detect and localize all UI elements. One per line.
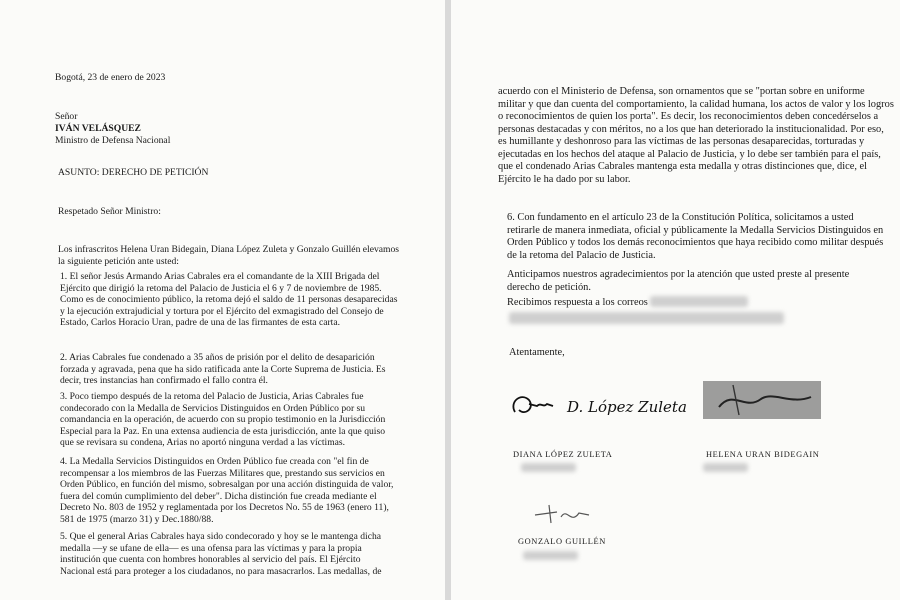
signer-name-diana: DIANA LÓPEZ ZULETA — [513, 450, 613, 459]
numbered-item-6: 6. Con fundamento en el artículo 23 de la Constitución Política, solicitamos a usted retirarle de manera inmediata, oficial y públicamente la Medalla Servicios Distinguidos en Orden Público y todos los demás reconocimientos que haya recibido como militar después de la retoma del Palacio de Justicia. — [507, 212, 884, 261]
redacted-id-helena — [703, 463, 748, 472]
subject-line: ASUNTO: DERECHO DE PETICIÓN — [58, 167, 209, 178]
redacted-email-1 — [650, 296, 748, 307]
signer-name-helena: HELENA URAN BIDEGAIN — [706, 450, 820, 459]
letter-date: Bogotá, 23 de enero de 2023 — [55, 72, 166, 83]
thanks-paragraph: Anticipamos nuestros agradecimientos por la atención que usted preste al presente derecho de petición. — [507, 269, 850, 293]
signature-helena-uran — [703, 377, 833, 422]
recipient-name: IVÁN VELÁSQUEZ — [55, 123, 141, 134]
numbered-item-4: 4. La Medalla Servicios Distinguidos en Orden Público fue creada con "el fin de recompensar a los miembros de las Fuerzas Militares que, prestando sus servicios en Orden Público, en función del mismo, sobresalgan por una acción distinguida de valor, fuera del común cumplimiento del deber". Dicha distinción fue creada mediante el Decreto No. 803 de 1952 y reglamentada por los Decretos No. 55 de 1963 (enero 11), 581 de 1975 (marzo 31) y Dec.1880/88. — [60, 456, 394, 525]
numbered-item-2: 2. Arias Cabrales fue condenado a 35 años de prisión por el delito de desaparición forzada y agravada, pena que ha sido ratificada ante la Corte Suprema de Justicia. Es decir, tres instancias han confirmado el fallo contra él. — [60, 352, 386, 387]
signer-name-gonzalo: GONZALO GUILLÉN — [518, 537, 606, 546]
redacted-id-diana — [521, 463, 576, 472]
signature-gonzalo-guillen — [527, 497, 607, 529]
redacted-id-gonzalo — [523, 551, 578, 560]
numbered-item-1: 1. El señor Jesús Armando Arias Cabrales era el comandante de la XIII Brigada del Ejército que dirigió la retoma del Palacio de Justicia el 6 y 7 de noviembre de 1985. Como es de conocimiento público, la retoma dejó el saldo de 11 personas desaparecidas y la ejecución extrajudicial y tortura por el Ejército del exmagistrado del Consejo de Estado, Carlos Horacio Uran, padre de una de las firmantes de esta carta. — [60, 271, 398, 329]
redacted-email-2 — [509, 312, 784, 324]
signature-text: D. López Zuleta — [567, 398, 687, 416]
signature-diana-lopez — [507, 384, 707, 424]
numbered-item-5: 5. Que el general Arias Cabrales haya sido condecorado y hoy se le mantenga dicha medalla —y se ufane de ella— es una ofensa para las víctimas y para la propia institución que cuenta con hombres honorables al servicio del país. El Ejército Nacional está para proteger a los ciudadanos, no para masacrarlos. Las medallas, de — [60, 531, 382, 577]
continuation-paragraph: acuerdo con el Ministerio de Defensa, son ornamentos que se "portan sobre en uniforme militar y que dan cuenta del comportamiento, la calidad humana, los actos de valor y los logros o reconocimientos de quien los porta". Es decir, los reconocimientos deben concedérselos a personas destacadas y con méritos, no a los que han deteriorado la institucionalidad. Por eso, es humillante y deshonroso para las víctimas de las personas desaparecidas, torturadas y ejecutadas en los hechos del ataque al Palacio de Justicia, y lo debe ser también para el país, que el condenado Arias Cabrales mantenga esta medalla y otras distinciones que, dice, el Ejército le ha dado por su labor. — [498, 86, 894, 185]
intro-paragraph: Los infrascritos Helena Uran Bidegain, Diana López Zuleta y Gonzalo Guillén elevamos la siguiente petición ante usted: — [58, 244, 399, 267]
letter-page-2 — [451, 0, 900, 600]
greeting: Respetado Señor Ministro: — [58, 206, 161, 217]
email-line: Recibimos respuesta a los correos — [507, 297, 648, 308]
letter-page-1 — [0, 0, 445, 600]
salutation: Señor — [55, 111, 78, 122]
numbered-item-3: 3. Poco tiempo después de la retoma del Palacio de Justicia, Arias Cabrales fue condecorado con la Medalla de Servicios Distinguidos en Orden Público por su comandancia en la operación, de acuerdo con su propio testimonio en la Jurisdicción Especial para la Paz. En una extensa audiencia de esta jurisdicción, ante la que quiso que se revisara su condena, Arias no aportó ninguna verdad a las víctimas. — [60, 391, 386, 449]
closing: Atentamente, — [509, 347, 565, 358]
recipient-title: Ministro de Defensa Nacional — [55, 135, 171, 146]
